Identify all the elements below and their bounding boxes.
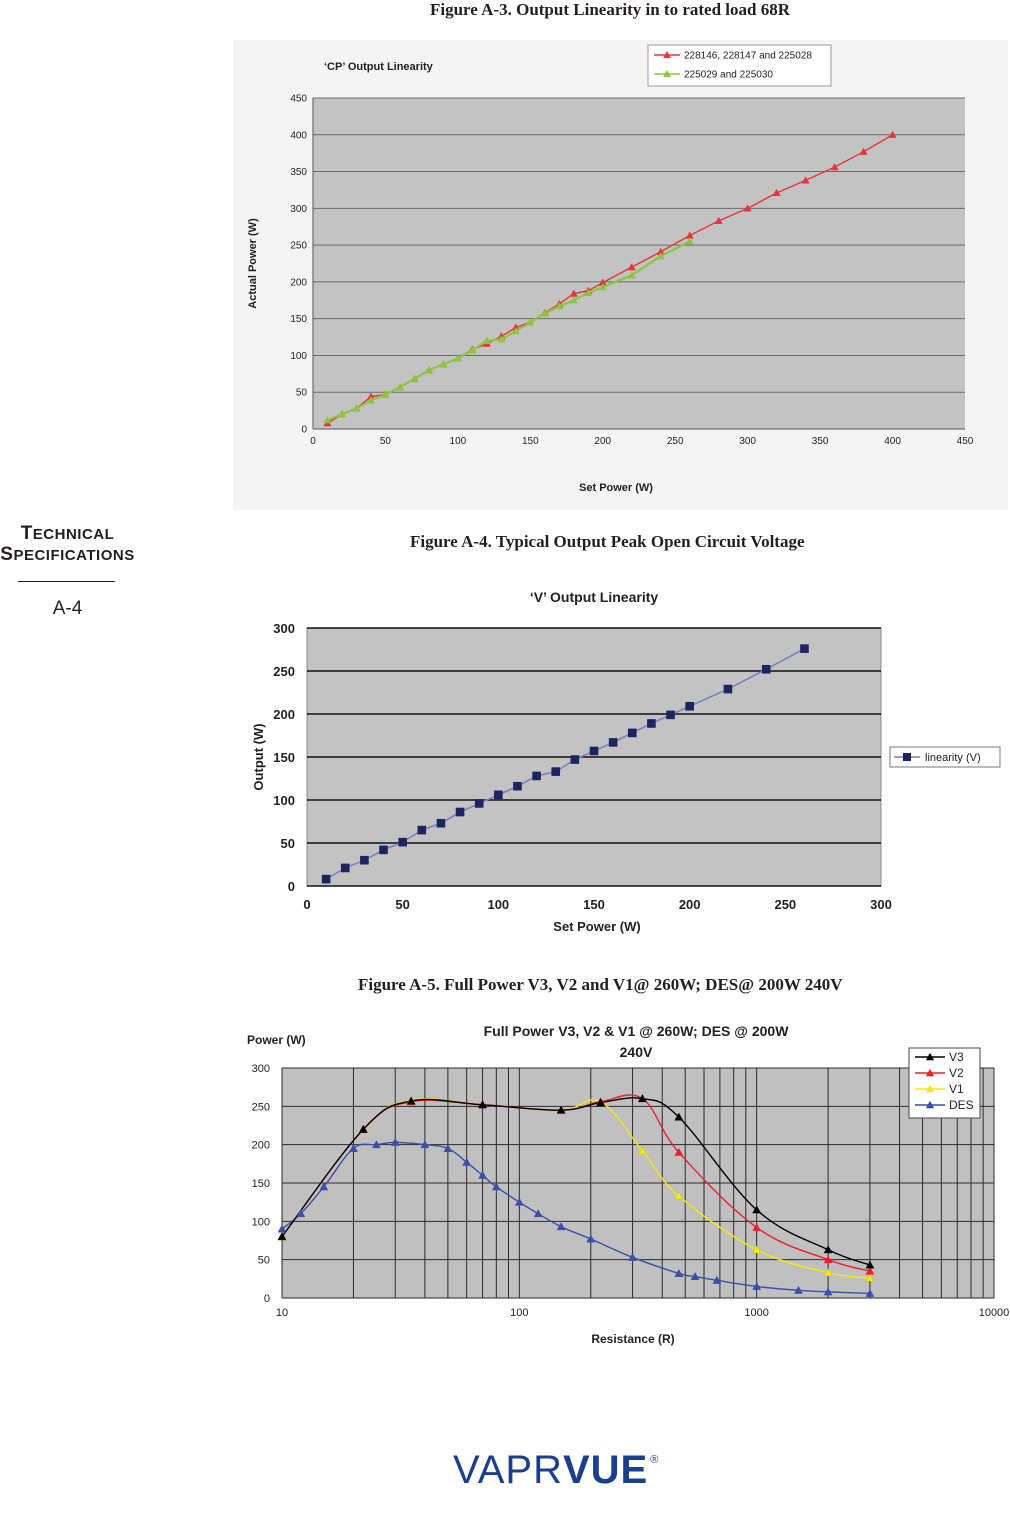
page-label: A-4 [52, 598, 83, 619]
section-title-line1: TECHNICAL [20, 523, 115, 544]
y-tick-label: 0 [287, 879, 295, 894]
y-tick-label: 100 [273, 793, 295, 808]
x-tick-label: 300 [739, 436, 757, 447]
chart-title: ‘CP’ Output Linearity [324, 61, 433, 73]
legend-label: linearity (V) [925, 752, 981, 764]
section-title-line2: SPECIFICATIONS [0, 544, 135, 565]
vaprvue-logo: VAPRVUE ® [453, 1448, 660, 1492]
legend-label: 225029 and 225030 [684, 69, 773, 81]
x-tick-label: 10 [275, 1307, 289, 1319]
y-tick-label: 400 [290, 130, 307, 142]
x-axis-label: Set Power (W) [553, 919, 641, 934]
y-tick-label: 200 [251, 1139, 270, 1152]
x-tick-label: 1000 [744, 1307, 769, 1319]
y-tick-label: 50 [280, 836, 295, 851]
y-tick-label: 250 [251, 1101, 270, 1114]
y-tick-label: 450 [290, 93, 307, 105]
y-tick-label: 300 [273, 621, 295, 636]
x-tick-label: 250 [666, 436, 684, 447]
chart-title: Full Power V3, V2 & V1 @ 260W; DES @ 200W [483, 1023, 789, 1039]
y-axis-label: Output (W) [251, 723, 266, 791]
x-tick-label: 200 [594, 436, 612, 447]
x-tick-label: 150 [583, 897, 605, 912]
y-tick-label: 300 [290, 203, 307, 215]
y-tick-label: 150 [290, 314, 307, 326]
y-tick-label: 100 [251, 1216, 270, 1229]
y-tick-label: 0 [263, 1293, 270, 1305]
y-tick-label: 0 [301, 424, 307, 436]
y-tick-label: 50 [295, 387, 307, 399]
chart-title: ‘V’ Output Linearity [529, 589, 659, 605]
caption-figure-a5: Figure A-5. Full Power V3, V2 and V1@ 260W; DES@ 200W 240V [358, 975, 843, 994]
legend-label: V1 [949, 1082, 964, 1096]
x-axis-label: Resistance (R) [591, 1332, 675, 1346]
legend-label: V3 [949, 1050, 964, 1064]
x-tick-label: 100 [487, 897, 510, 912]
x-axis-label: Set Power (W) [579, 482, 653, 494]
caption-figure-a4: Figure A-4. Typical Output Peak Open Circuit Voltage [410, 532, 805, 551]
x-tick-label: 50 [395, 897, 410, 912]
x-tick-label: 250 [774, 897, 797, 912]
x-tick-label: 0 [303, 897, 311, 912]
y-tick-label: 350 [290, 167, 307, 179]
x-tick-label: 0 [310, 436, 316, 447]
legend-label: 228146, 228147 and 225028 [684, 50, 812, 62]
y-tick-label: 200 [273, 707, 295, 722]
x-tick-label: 450 [956, 436, 974, 447]
y-tick-label: 50 [257, 1254, 270, 1267]
caption-figure-a3: Figure A-3. Output Linearity in to rated load 68R [430, 0, 790, 19]
y-tick-label: 200 [290, 277, 307, 289]
x-tick-label: 100 [449, 436, 467, 447]
x-tick-label: 350 [811, 436, 829, 447]
y-tick-label: 100 [290, 350, 307, 362]
x-tick-label: 100 [510, 1307, 529, 1319]
x-tick-label: 50 [379, 436, 392, 447]
y-tick-label: 150 [251, 1178, 270, 1190]
x-tick-label: 10000 [978, 1307, 1010, 1319]
legend-label: V2 [949, 1066, 964, 1080]
y-tick-label: 250 [290, 240, 307, 252]
chart-title-line2: 240V [619, 1044, 653, 1060]
y-tick-label: 150 [273, 750, 295, 765]
y-tick-label: 250 [273, 664, 295, 679]
y-axis-label: Actual Power (W) [247, 218, 259, 309]
y-axis-label: Power (W) [247, 1033, 306, 1047]
x-tick-label: 300 [870, 897, 892, 912]
legend-label: DES [949, 1098, 974, 1112]
x-tick-label: 150 [521, 436, 539, 447]
x-tick-label: 400 [884, 436, 901, 447]
x-tick-label: 200 [678, 897, 701, 912]
y-tick-label: 300 [251, 1063, 270, 1075]
